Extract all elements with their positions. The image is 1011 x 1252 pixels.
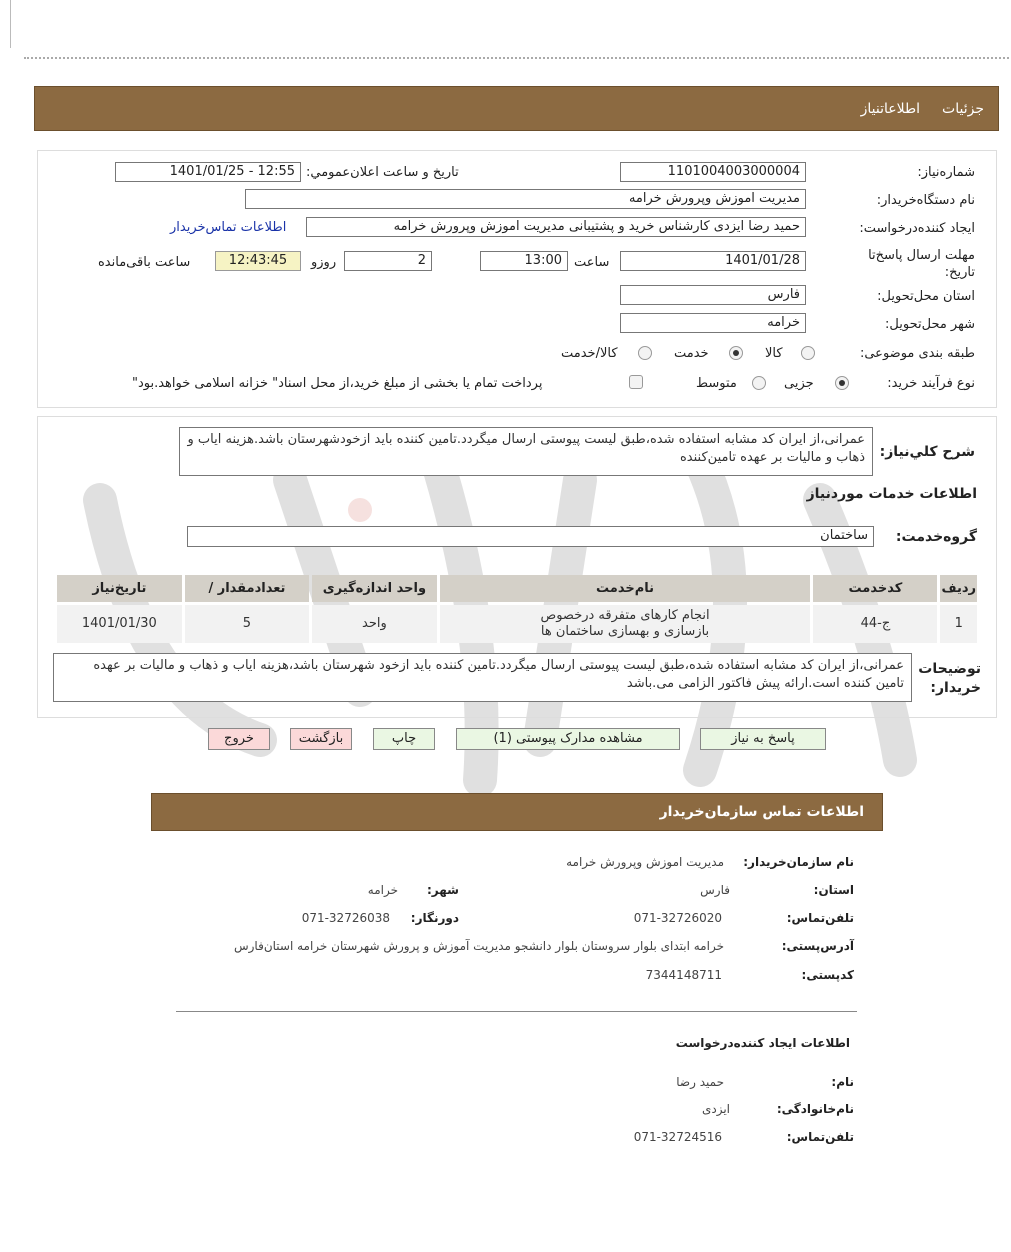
deadline-date-field[interactable]: 1401/01/28 — [620, 251, 806, 271]
category-goods-service-radio[interactable] — [638, 346, 652, 360]
creator-family-label: نام‌خانوادگی: — [776, 1102, 854, 1116]
cell-code: ج-44 — [813, 605, 937, 643]
col-unit: واحد اندازه‌گیری — [312, 575, 437, 602]
back-button[interactable]: بازگشت — [290, 728, 352, 750]
creator-name-label: نام: — [831, 1075, 854, 1089]
summary-text: عمرانی،از ایران کد مشابه استفاده شده،طبق لیست پیوستی ارسال میگردد.تامین کننده باید ازخودشهرستان باشد.هزینه ایاب و ذهاب و مالیات بر عهده تامین‌کننده — [179, 427, 873, 476]
services-heading: اطلاعات خدمات موردنیاز — [806, 486, 977, 502]
province-label: استان محل‌تحویل: — [877, 289, 975, 304]
category-service-radio[interactable] — [729, 346, 743, 360]
buyer-org-label: نام دستگاه‌خریدار: — [876, 193, 975, 208]
buyer-org-field[interactable]: مدیریت اموزش وپرورش خرامه — [245, 189, 806, 209]
contact-fax-label: دورنگار: — [410, 911, 459, 925]
group-field[interactable]: ساختمان — [187, 526, 874, 547]
contact-phone-value: 071-32726020 — [633, 911, 722, 925]
category-label: طبقه بندی موضوعی: — [859, 346, 975, 361]
reply-button[interactable]: پاسخ به نیاز — [700, 728, 826, 750]
process-minor-radio[interactable] — [835, 376, 849, 390]
group-label: گروه‌خدمت: — [895, 529, 977, 545]
creator-family-value: ایزدی — [701, 1102, 730, 1116]
attachments-button[interactable]: مشاهده مدارک پیوستی (1) — [456, 728, 680, 750]
header-details-tab[interactable]: جزئیات — [942, 100, 984, 117]
cell-row: 1 — [940, 605, 977, 643]
buyer-notes-text: عمرانی،از ایران کد مشابه استفاده شده،طبق لیست پیوستی ارسال میگردد.تامین کننده باید ازخود شهرستان باشد،هزینه ایاب و ذهاب و مالیات بر عهده تامین کننده است.ارائه پیش فاکتور الزامی می.باشد — [53, 653, 912, 702]
col-name: نام‌خدمت — [440, 575, 811, 602]
contact-address-value: خرامه ابتدای بلوار سروستان بلوار دانشجو مدیریت آموزش و پرورش شهرستان خرامه استان‌فارس — [233, 939, 724, 953]
deadline-time-field[interactable]: 13:00 — [480, 251, 568, 271]
city-label: شهر محل‌تحویل: — [885, 317, 975, 332]
creator-info-title: اطلاعات ایجاد کننده‌درخواست — [675, 1036, 850, 1050]
col-date: تاریخ‌نیاز — [57, 575, 182, 602]
creator-phone-label: تلفن‌تماس: — [786, 1130, 854, 1144]
category-goods-radio[interactable] — [801, 346, 815, 360]
remaining-label: ساعت باقی‌مانده — [98, 255, 191, 270]
dotted-divider — [24, 57, 1009, 59]
creator-label: ایجاد کننده‌درخواست: — [859, 221, 975, 236]
treasury-payment-checkbox[interactable] — [629, 375, 643, 389]
table-row — [57, 605, 977, 643]
col-code: کدخدمت — [813, 575, 937, 602]
exit-button[interactable]: خروج — [208, 728, 270, 750]
process-label: نوع فرآیند خرید: — [887, 376, 975, 391]
contact-phone-label: تلفن‌تماس: — [786, 911, 854, 925]
category-goods-label: کالا — [765, 346, 783, 361]
announce-field[interactable]: 1401/01/25 - 12:55 — [115, 162, 301, 182]
cell-date: 1401/01/30 — [57, 605, 182, 643]
page-edge-line — [10, 0, 11, 48]
days-label: روزو — [311, 255, 337, 270]
deadline-time-label: ساعت — [574, 255, 610, 270]
treasury-payment-note: پرداخت تمام یا بخشی از مبلغ خرید،از محل اسناد" خزانه اسلامی خواهد.بود" — [132, 376, 543, 391]
remaining-time-clock: 12:43:45 — [215, 251, 301, 271]
contact-title: اطلاعات تماس سازمان‌خریدار — [659, 804, 864, 820]
creator-name-value: حمید رضا — [676, 1075, 724, 1089]
summary-label: شرح کلي‌نیاز: — [879, 444, 975, 460]
creator-phone-value: 071-32724516 — [633, 1130, 722, 1144]
city-field[interactable]: خرامه — [620, 313, 806, 333]
contact-city-value: خرامه — [367, 883, 398, 897]
services-table-header — [57, 575, 977, 602]
buyer-contact-link[interactable]: اطلاعات تماس‌خریدار — [170, 220, 287, 235]
process-medium-radio[interactable] — [752, 376, 766, 390]
services-table — [54, 572, 980, 646]
days-field[interactable]: 2 — [344, 251, 432, 271]
contact-divider — [176, 1011, 857, 1012]
contact-province-value: فارس — [700, 883, 730, 897]
announce-label: تاریخ و ساعت اعلان‌عمومي: — [306, 165, 459, 180]
header-info-tab[interactable]: اطلاعاتنیاز — [860, 100, 921, 117]
cell-name: انجام کارهای متفرقه درخصوص بازسازی و بهسازی ساختمان ها — [440, 605, 811, 643]
contact-postal-value: 7344148711 — [645, 968, 722, 982]
cell-qty: 5 — [185, 605, 309, 643]
buyer-notes-label: توضیحات خریدار: — [918, 661, 981, 696]
category-service-label: خدمت — [674, 346, 709, 361]
details-header-bar — [34, 86, 999, 131]
process-minor-label: جزیی — [784, 376, 814, 391]
need-number-label: شماره‌نیاز: — [917, 165, 975, 180]
contact-header-bar — [151, 793, 883, 831]
contact-province-label: استان: — [813, 883, 854, 897]
contact-city-label: شهر: — [427, 883, 459, 897]
creator-field[interactable]: حمید رضا ایزدی کارشناس خرید و پشتیبانی مدیریت اموزش وپرورش خرامه — [306, 217, 806, 237]
contact-org-label: نام سازمان‌خریدار: — [743, 855, 854, 869]
contact-fax-value: 071-32726038 — [301, 911, 390, 925]
contact-postal-label: کدپستی: — [801, 968, 854, 982]
col-qty: تعدادمقدار / — [185, 575, 309, 602]
col-row: ردیف — [940, 575, 977, 602]
process-medium-label: متوسط — [696, 376, 737, 391]
print-button[interactable]: چاپ — [373, 728, 435, 750]
province-field[interactable]: فارس — [620, 285, 806, 305]
cell-unit: واحد — [312, 605, 437, 643]
category-goods-service-label: کالا/خدمت — [561, 346, 618, 361]
need-number-field[interactable]: 1101004003000004 — [620, 162, 806, 182]
contact-org-value: مدیریت اموزش وپرورش خرامه — [566, 855, 724, 869]
contact-address-label: آدرس‌پستی: — [781, 939, 854, 953]
deadline-label: مهلت ارسال پاسخ‌تا تاریخ: — [868, 248, 975, 280]
